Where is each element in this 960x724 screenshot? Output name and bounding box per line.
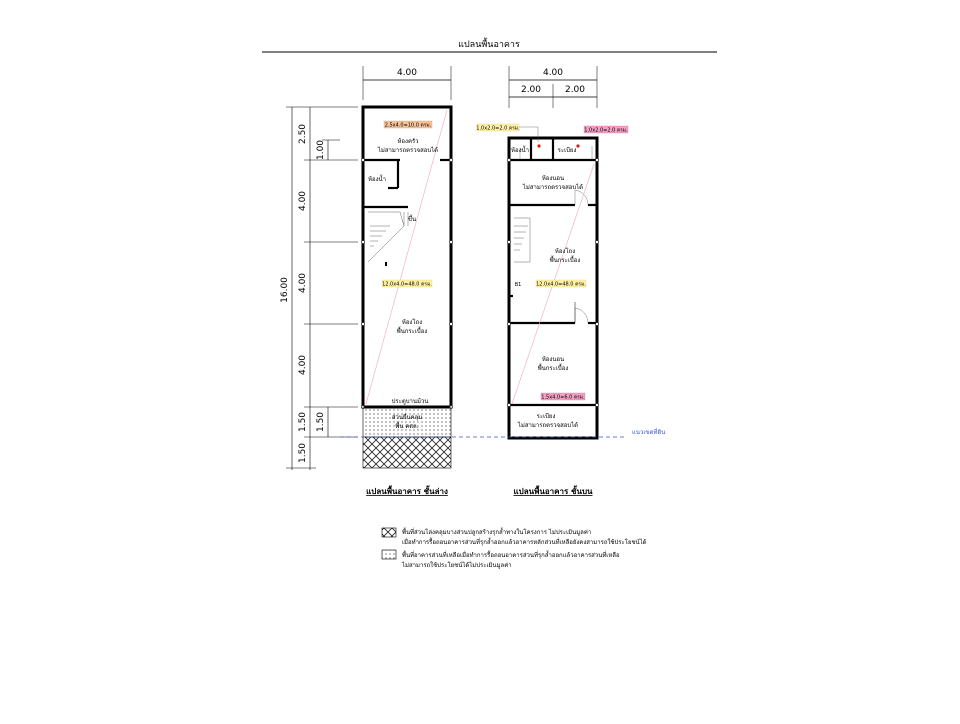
ground-floor-plan xyxy=(280,66,453,496)
segment-dim: 4.00 xyxy=(298,190,308,212)
room-label: ห้องครัว xyxy=(397,138,419,145)
area-tag-text: 2.5x4.0=10.0 ตรม. xyxy=(384,122,432,129)
ground-floor-title: แปลนพื้นอาคาร ชั้นล่าง xyxy=(366,487,448,496)
upper-floor-title: แปลนพื้นอาคาร ชั้นบน xyxy=(513,487,593,496)
legend-text: พื้นที่อาคารส่วนที่เหลือเมื่อทำการรื้อถอนอาคารส่วนที่รุกล้ำออกแล้วอาคารส่วนที่เหลือ xyxy=(402,552,620,559)
room-label: ระเบียง xyxy=(536,413,556,420)
room-label: ห้องน้ำ xyxy=(511,147,529,154)
area-tag-text: 1.0x2.0=2.0 ตรม. xyxy=(476,125,520,132)
legend-swatch-crosshatch xyxy=(382,528,396,537)
legend-swatch-dotted xyxy=(382,550,396,559)
upper-width-dim: 4.00 xyxy=(542,68,564,78)
ground-overall-dim: 16.00 xyxy=(280,277,290,303)
ground-stairs xyxy=(368,212,408,262)
room-note: ไม่สามารถตรวจสอบได้ xyxy=(522,184,584,191)
b1-label: B1 xyxy=(514,282,522,288)
area-tag-text: 12.0x4.0=48.0 ตรม. xyxy=(382,281,432,288)
legend-text: ไม่สามารถใช้ประโยชน์ได้ไม่ประเมินมูลค่า xyxy=(402,562,512,569)
half-dim: 2.00 xyxy=(520,85,542,95)
room-label: ห้องโถง xyxy=(554,248,576,255)
area-tag-text: 1.0x2.0=2.0 ตรม. xyxy=(584,127,628,134)
room-label: ห้องน้ำ xyxy=(368,176,386,183)
room-floor: พื้นกระเบื้อง xyxy=(537,365,569,372)
door-label: ประตูบานม้วน xyxy=(391,398,429,405)
inner-dim: 1.50 xyxy=(316,411,326,433)
room-label: ห้องนอน xyxy=(541,175,565,182)
front-canopy-area xyxy=(363,407,451,437)
segment-dim: 1.50 xyxy=(298,442,308,464)
room-floor: พื้นกระเบื้อง xyxy=(549,257,581,264)
front-label: ส่วนยื่นคลุม xyxy=(391,414,423,421)
ground-width-dim: 4.00 xyxy=(396,68,418,78)
front-floor: พื้น คสล. xyxy=(395,423,419,430)
encroach-area xyxy=(363,437,451,468)
segment-dim: 4.00 xyxy=(298,354,308,376)
room-label: ระเบียง xyxy=(557,147,577,154)
room-label: ห้องนอน xyxy=(541,356,565,363)
segment-dim: 1.50 xyxy=(298,411,308,433)
legend-text: เมื่อทำการรื้อถอนอาคารส่วนที่รุกล้ำออกแล้วอาคารหลักส่วนที่เหลือยังคงสามารถใช้ประโยชน์ได้ xyxy=(402,539,647,546)
inner-dim: 1.00 xyxy=(316,139,326,161)
half-dim: 2.00 xyxy=(564,85,586,95)
area-tag-text: 1.5x4.0=6.0 ตรม. xyxy=(541,394,585,401)
segment-dim: 4.00 xyxy=(298,272,308,294)
legend xyxy=(382,526,647,569)
stairs-label: ขึ้น xyxy=(407,216,417,223)
area-tag-text: 12.0x4.0=48.0 ตรม. xyxy=(536,281,586,288)
boundary-label: แนวเขตที่ดิน xyxy=(632,429,666,436)
door-marker xyxy=(576,144,579,147)
upper-stairs xyxy=(514,218,530,262)
page-title: แปลนพื้นอาคาร xyxy=(458,40,520,50)
upper-floor-plan xyxy=(476,66,628,496)
door-marker xyxy=(537,144,540,147)
room-label: ห้องโถง xyxy=(401,319,423,326)
room-floor: พื้นกระเบื้อง xyxy=(396,328,428,335)
legend-text: พื้นที่ส่วนโล่งคลุมบางส่วนปลูกสร้างรุกล้ำทางในโครงการ ไม่ประเมินมูลค่า xyxy=(402,529,592,536)
segment-dim: 2.50 xyxy=(298,123,308,145)
room-note: ไม่สามารถตรวจสอบได้ xyxy=(517,422,579,429)
room-note: ไม่สามารถตรวจสอบได้ xyxy=(377,147,439,154)
